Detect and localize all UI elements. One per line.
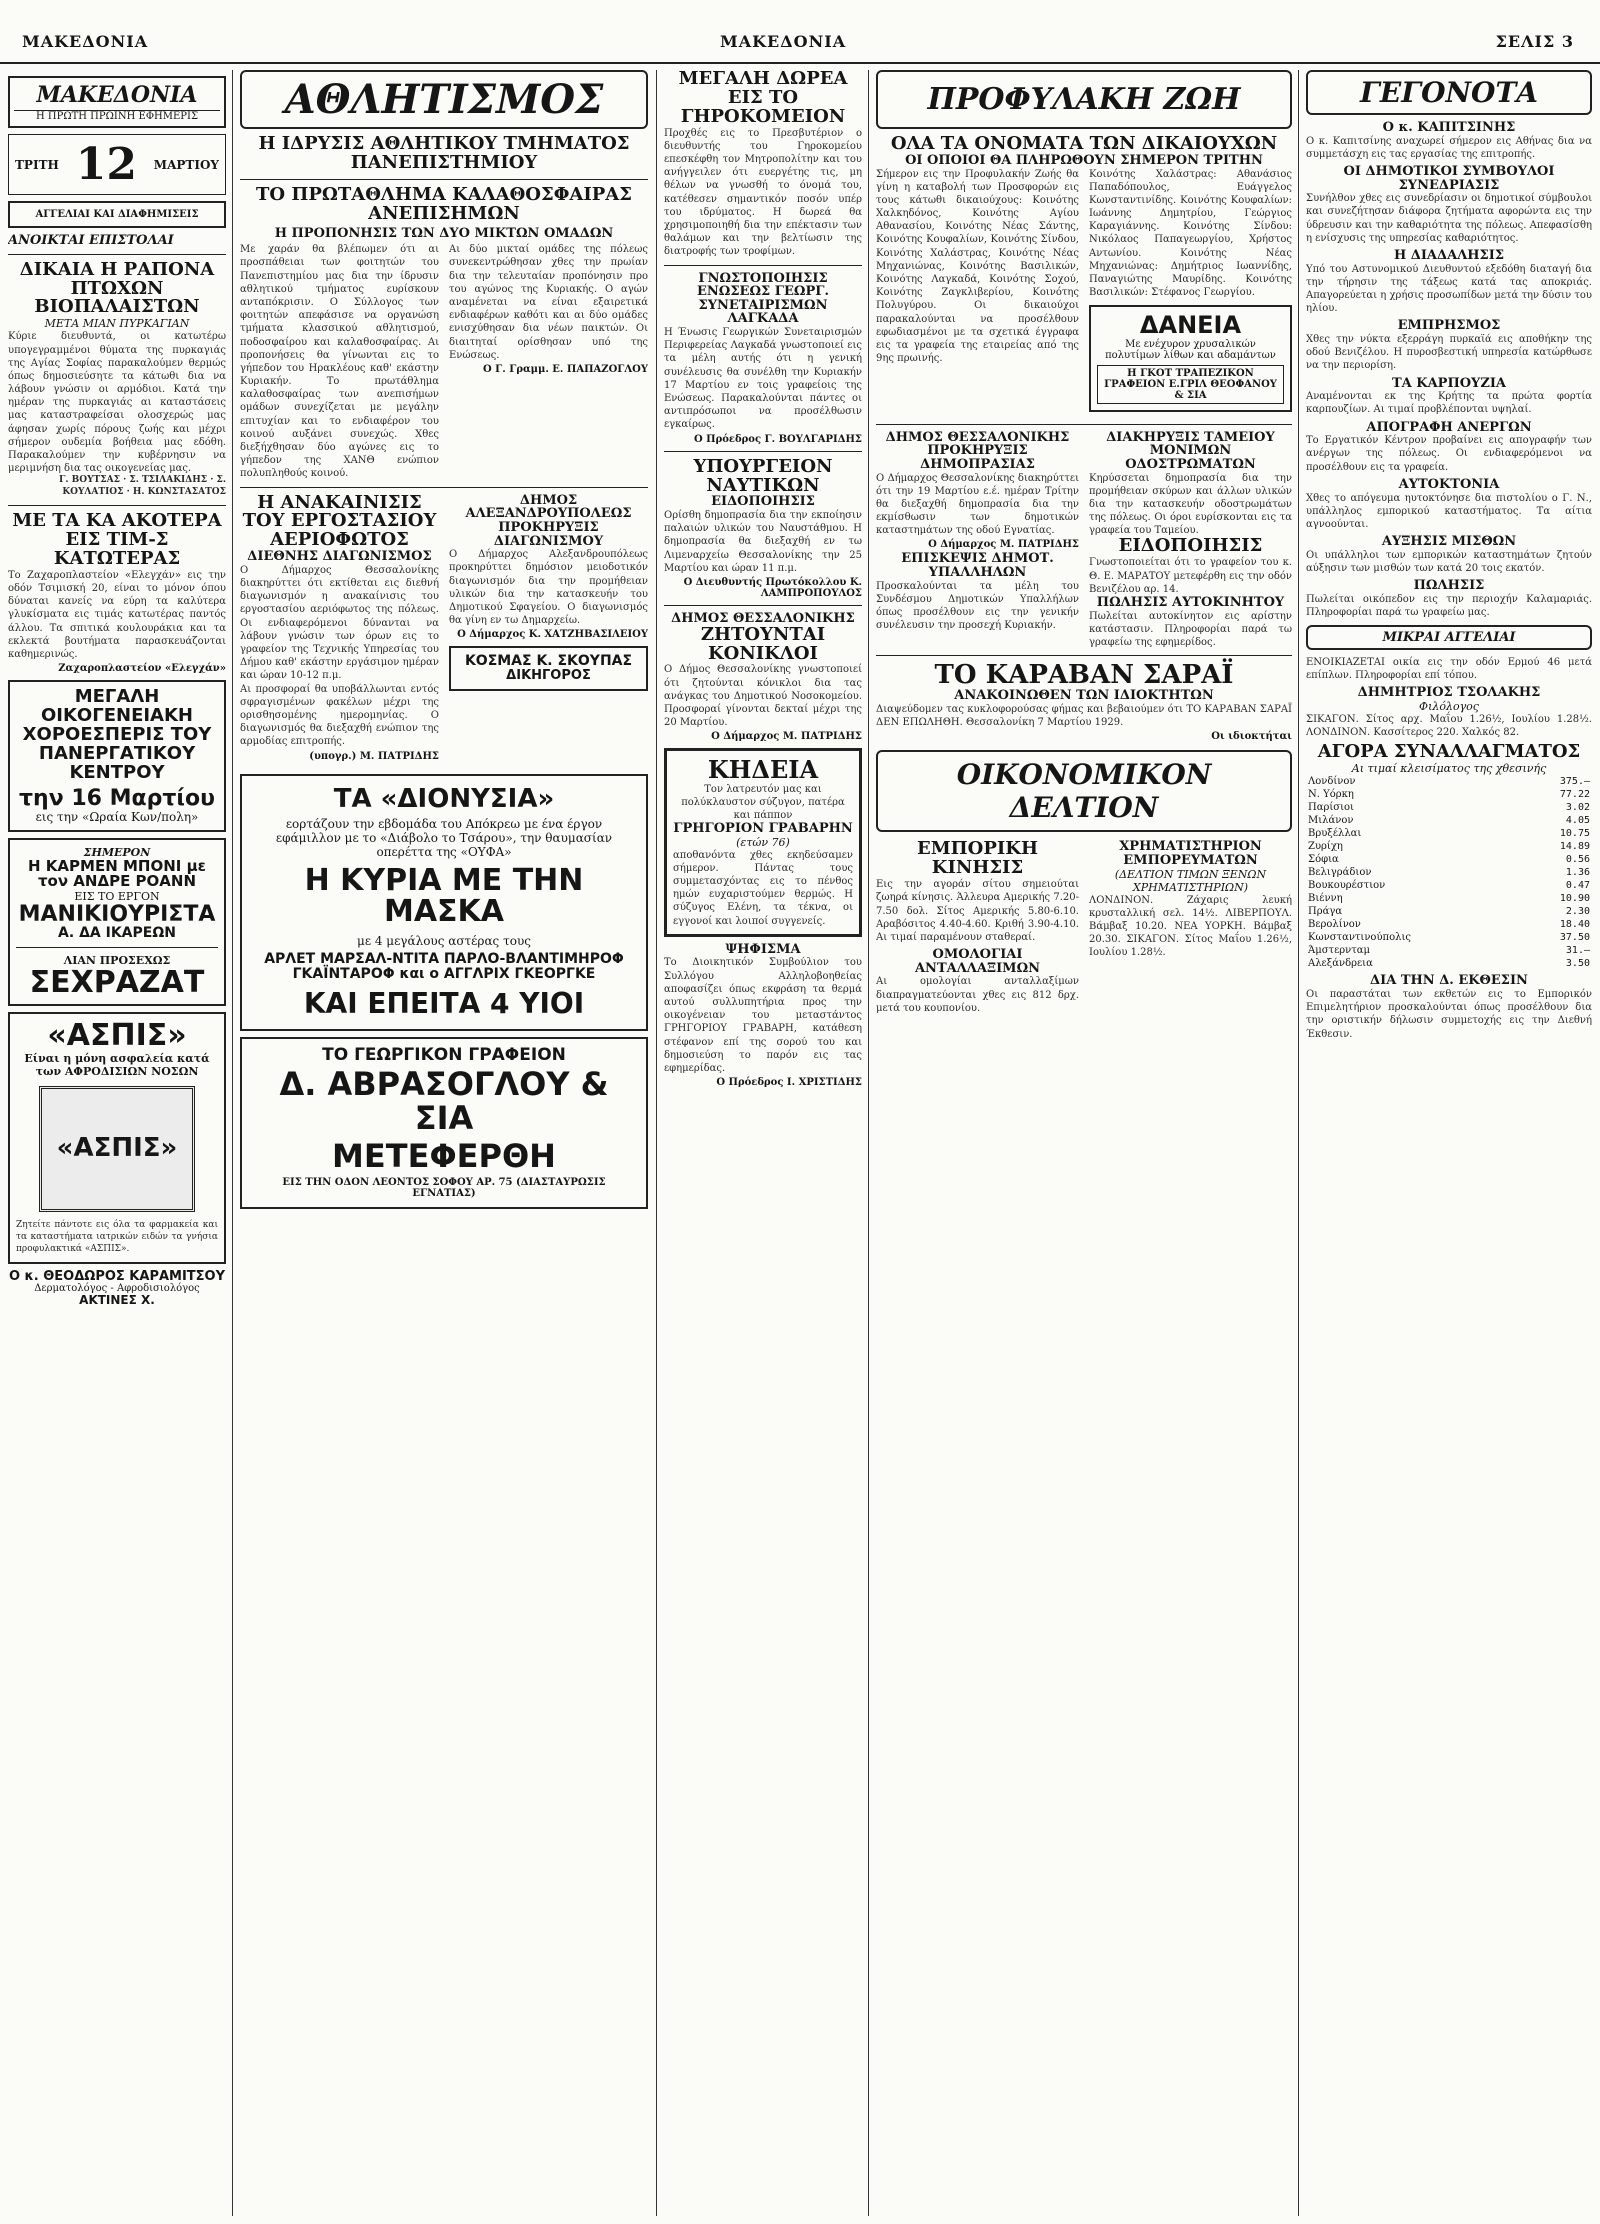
article-body: Αι ομολογίαι ανταλλαξίμων διαπραγματεύονται χθες εις 812 δρχ. μετά του κουπονίου. [876, 976, 1079, 1014]
article-subheadline: (ΔΕΛΤΙΟΝ ΤΙΜΩΝ ΞΕΝΩΝ ΧΡΗΜΑΤΙΣΤΗΡΙΩΝ) [1114, 867, 1267, 894]
issue-month: ΜΑΡΤΙΟΥ [153, 157, 219, 172]
column-rule [868, 70, 869, 2216]
fx-row [1306, 957, 1592, 970]
article-headline: ΧΡΗΜΑΤΙΣΤΗΡΙΟΝ ΕΜΠΟΡΕΥΜΑΤΩΝ [1119, 839, 1262, 869]
ad-headline: ΜΕΓΑΛΗ ΟΙΚΟΓΕΝΕΙΑΚΗ ΧΟΡΟΕΣΠΕΡΙΣ ΤΟΥ ΠΑΝΕΡΓΑΤΙΚΟΥ ΚΕΝΤΡΟΥ [22, 686, 212, 783]
funeral-notice [664, 748, 862, 937]
dance-advertisement [8, 680, 226, 832]
fx-rate: 2.30 [1565, 906, 1590, 918]
doctor-name: Ο κ. ΘΕΟΔΩΡΟΣ ΚΑΡΑΜΙΤΣΟΥ [8, 1268, 226, 1284]
fx-currency: Βρυξέλλαι [1308, 828, 1362, 840]
theatre-intro: εορτάζουν την εβδομάδα του Απόκρεω με ένα έργον εφάμιλλον με το «Διάβολο το Τσάρου», την θαυμασίαν οπερέττα της «ΟΥΦΑ» [275, 816, 613, 859]
fx-rate: 3.50 [1565, 958, 1590, 970]
article-subheadline: ΠΡΟΚΗΡΥΞΙΣ ΔΗΜΟΠΡΑΣΙΑΣ [920, 443, 1035, 472]
office-name: Δ. ΑΒΡΑΣΟΓΛΟΥ & ΣΙΑ [279, 1065, 609, 1138]
article-body: Πωλείται αυτοκίνητον εις αρίστην κατάστασιν. Πληροφορίαι παρά τω γραφείω της εφημερίδος. [1089, 610, 1292, 648]
office-address: ΕΙΣ ΤΗΝ ΟΔΟΝ ΛΕΟΝΤΟΣ ΣΟΦΟΥ ΑΡ. 75 (ΔΙΑΣΤΑΥΡΩΣΙΣ ΕΓΝΑΤΙΑΣ) [282, 1177, 606, 1200]
lawyer-name: ΚΟΣΜΑΣ Κ. ΣΚΟΥΠΑΣ [464, 653, 633, 670]
fx-row [1306, 892, 1592, 905]
fx-currency: Αλεξάνδρεια [1308, 958, 1373, 970]
article-body: Κοινότης Χαλάστρας: Αθανάσιος Παπαδόπουλος, Ευάγγελος Κωνσταντινίδης. Κοινότης Κουφαλίων: Ιωάννης Δημητρίου, Γεώργιος Καραγιάννης. Κοινότης Σίνδου: Νικόλαος Παπαγεωργίου, Χρήστος Αντωνίου. Κοινότης Νέας Μηχανιώνας: Δημήτριος Ιωαννίδης, Παναγιώτης Μαυρίδης. Κοινότης Βασιλικών: Στέφανος Γεωργίου. [1089, 168, 1292, 299]
article-headline: ΓΝΩΣΤΟΠΟΙΗΣΙΣ ΕΝΩΣΕΩΣ ΓΕΩΡΓ. ΣΥΝΕΤΑΙΡΙΣΜΩΝ ΛΑΓΚΑΔΑ [697, 270, 829, 327]
fx-rate: 0.47 [1565, 880, 1590, 892]
news-item-body: Χθες το απόγευμα ηυτοκτόνησε δια πιστολίου ο Γ. Ν., υπάλληλος εμπορικού καταστήματος. Τα αίτια αγνοούνται. [1306, 492, 1592, 530]
divider [664, 265, 862, 266]
article-body: Διαψεύδομεν τας κυκλοφορούσας φήμας και βεβαιούμεν ότι ΤΟ ΚΑΡΑΒΑΝ ΣΑΡΑΪ ΔΕΝ ΕΠΩΛΗΘΗ. Θεσσαλονίκη 7 Μαρτίου 1929. [876, 704, 1292, 729]
fx-rate: 3.02 [1565, 802, 1590, 814]
column-1 [8, 70, 226, 2216]
classified-ad: ΕΝΟΙΚΙΑΖΕΤΑΙ οικία εις την οδόν Ερμού 46 μετά επίπλων. Πληροφορίαι επί τόπου. [1306, 657, 1592, 682]
article-body: Ορίσθη δημοπρασία δια την εκποίησιν παλαιών υλικών του Ναυστάθμου. Η δημοπρασία θα διεξαχθή εν τω Λιμεναρχείω Θεσσαλονίκης την 25 Μαρτίου και ώραν 11 π.μ. [664, 510, 862, 574]
article-body: Προσκαλούνται τα μέλη του Συνδέσμου Δημοτικών Υπαλλήλων όπως προσέλθουν εις την γενικήν συνέλευσιν την προσεχή Κυριακήν. [876, 580, 1079, 632]
article-body: Ο Δήμαρχος Θεσσαλονίκης διακηρύττει ότι την 19 Μαρτίου ε.έ. ημέραν Τρίτην θα διεξαχθή δημοπρασία δια την εκμίσθωσιν των δημοτικών καταστημάτων της οδού Εγνατίας. [876, 472, 1079, 537]
fx-rate: 10.90 [1559, 893, 1590, 905]
fx-row [1306, 775, 1592, 788]
fx-row [1306, 866, 1592, 879]
fx-rate: 10.75 [1559, 828, 1590, 840]
article-body: Ο Δήμαρχος Αλεξανδρουπόλεως προκηρύττει δημόσιον μειοδοτικόν διαγωνισμόν δια την προμήθειαν υλικών δια την κατασκευήν του Δημοτικού Σφαγείου. Ο διαγωνισμός θα γίνη εν τω Δημαρχείω. [449, 549, 648, 627]
article-headline: ΔΗΜΟΣ ΘΕΣΣΑΛΟΝΙΚΗΣ [671, 610, 855, 626]
professional-title: Φιλόλογος [1419, 700, 1479, 714]
article-columns [876, 840, 1292, 1015]
article-signature: Ο Δήμαρχος Μ. ΠΑΤΡΙΔΗΣ [711, 731, 862, 743]
insurance-section-banner: ΠΡΟΦΥΛΑΚΗ ΖΩΗ [876, 70, 1292, 129]
page-header [0, 0, 1600, 64]
ad-date: την 16 Μαρτίου [19, 785, 215, 811]
fx-currency: Πράγα [1308, 906, 1343, 918]
show-cast-intro: με 4 μεγάλους αστέρας τους [357, 933, 531, 948]
page-number: ΣΕΛΙΣ 3 [1495, 32, 1574, 51]
market-report: ΣΙΚΑΓΟΝ. Σίτος αρχ. Μαΐου 1.26½, Ιουλίου 1.28½. ΛΟΝΔΙΝΟΝ. Κασσίτερος 220. Χαλκός 82. [1306, 714, 1592, 739]
article-columns [240, 243, 648, 480]
brand-name: «ΑΣΠΙΣ» [47, 1018, 187, 1054]
article-columns [876, 431, 1292, 650]
article-body: Το Ζαχαροπλαστείον «Ελεγχάν» εις την οδόν Τσιμισκή 20, είναι το μόνον όπου δύναται κανείς να εύρη τα καλύτερα γλυκίσματα εις τιμάς κατωτέρας παντός άλλου. Τα σπιτικά κουλουράκια και τα εκλεκτά βουτήματα παρασκευάζονται καθημερινώς. [8, 569, 226, 660]
newspaper-subtitle: Η ΠΡΩΤΗ ΠΡΩΙΝΗ ΕΦΗΜΕΡΙΣ [14, 110, 220, 122]
deceased-age: (ετών 76) [736, 835, 790, 849]
issue-date [8, 134, 226, 195]
news-item-title: ΠΩΛΗΣΙΣ [1413, 578, 1485, 594]
article-signatures: Γ. ΒΟΥΤΣΑΣ · Σ. ΤΣΙΛΑΚΙΔΗΣ · Σ. ΚΟΥΛΑΤΙΟΣ · Η. ΚΩΝΣΤΑΣΑΤΟΣ [59, 475, 226, 498]
fx-row [1306, 944, 1592, 957]
article-body: Εις την αγοράν σίτου σημειούται ζωηρά κίνησις. Άλλευρα Αμερικής 7.20-7.50 δολ. Σίτος Αμερικής 5.80-6.10. Αραβόσιτος 4.40-4.60. Κριθή 3.90-4.10. Αι τιμαί παραμένουν σταθεραί. [876, 879, 1079, 943]
article-headline: ΟΛΑ ΤΑ ΟΝΟΜΑΤΑ ΤΩΝ ΔΙΚΑΙΟΥΧΩΝ [890, 133, 1278, 154]
fx-currency: Άμστερνταμ [1308, 945, 1371, 957]
doctor-service: ΑΚΤΙΝΕΣ Χ. [79, 1293, 155, 1308]
ad-body: Ζητείτε πάντοτε εις όλα τα φαρμακεία και τα καταστήματα ιατρικών ειδών τα γνήσια προφυλακτικά «ΑΣΠΙΣ». [16, 1219, 218, 1254]
article-signature: Ο Πρόεδρος Γ. ΒΟΥΛΓΑΡΙΔΗΣ [693, 433, 862, 445]
film-intro: ΕΙΣ ΤΟ ΕΡΓΟΝ [74, 890, 160, 904]
article-headline: ΜΕΓΑΛΗ ΔΩΡΕΑ ΕΙΣ ΤΟ ΓΗΡΟΚΟΜΕΙΟΝ [678, 70, 848, 127]
news-item-title: ΟΙ ΔΗΜΟΤΙΚΟΙ ΣΥΜΒΟΥΛΟΙ ΣΥΝΕΔΡΙΑΣΙΣ [1343, 164, 1555, 193]
article-headline: ΕΜΠΟΡΙΚΗ ΚΙΝΗΣΙΣ [917, 838, 1038, 879]
news-item-body: Οι υπάλληλοι των εμπορικών καταστημάτων ζητούν αύξησιν των μισθών των κατά 20 τοις εκατόν. [1306, 549, 1592, 574]
column-4 [876, 70, 1292, 2216]
fx-currency: Βελιγράδιον [1308, 867, 1372, 879]
newspaper-nameplate [8, 76, 226, 128]
film-cinema: Α. ΔΑ ΙΚΑΡΕΩΝ [58, 925, 176, 942]
article-signature: Ο Διευθυντής Πρωτόκολλου Κ. ΛΑΜΠΡΟΠΟΥΛΟΣ [683, 576, 862, 599]
fx-currency: Κωνσταντινούπολις [1308, 932, 1411, 944]
column-rule [1298, 70, 1299, 2216]
news-item-title: Ο κ. ΚΑΠΙΤΣΙΝΗΣ [1382, 120, 1516, 135]
article-body: Σήμερον εις την Προφυλακήν Ζωής θα γίνη η καταβολή των Προσφορών εις τους κάτωθι δικαιούχους: Κοινότης Χαλκηδόνος, Κοινότης Αγίου Αθανασίου, Κοινότης Νέας Σάντης, Κοινότης Κουφαλίων, Κοινότης Σίνδου, Κοινότης Χαλάστρας, Κοινότης Νέας Μηχανιώνας, Κοινότης Βασιλικών, Κοινότης Λαγκαδά, Κοινότης Σοχού, Κοινότης Ζαγκλιβερίου, Κοινότης Πολυγύρου. Οι δικαιούχοι παρακαλούνται να προσέλθουν εφωδιασμένοι με τα σχετικά έγγραφα εις τα γραφεία της εταιρείας από της 9ης πρωινής. [876, 168, 1079, 365]
article-signature: Ο Γ. Γραμμ. Ε. ΠΑΠΑΖΟΓΛΟΥ [482, 363, 648, 375]
fx-row [1306, 931, 1592, 944]
article-subheadline: ΑΝΑΚΟΙΝΩΘΕΝ ΤΩΝ ΙΔΙΟΚΤΗΤΩΝ [954, 688, 1214, 704]
lawyer-card [449, 646, 648, 690]
economic-section-banner: ΟΙΚΟΝΟΜΙΚΟΝ ΔΕΛΤΙΟΝ [876, 750, 1292, 832]
loans-title: ΔΑΝΕΙΑ [1139, 311, 1242, 340]
fx-currency: Παρίσιοι [1308, 802, 1354, 814]
article-signature: Ο Δήμαρχος Κ. ΧΑΤΖΗΒΑΣΙΛΕΙΟΥ [457, 629, 648, 641]
brand-tagline: Είναι η μόνη ασφαλεία κατά των ΑΦΡΟΔΙΣΙΩΝ ΝΟΣΩΝ [24, 1051, 210, 1078]
article-headline: ΔΗΜΟΣ ΘΕΣΣΑΛΟΝΙΚΗΣ [885, 429, 1070, 445]
office-advertisement [240, 1037, 648, 1210]
article-subheadline: ΜΕΤΑ ΜΙΑΝ ΠΥΡΚΑΓΙΑΝ [44, 317, 190, 331]
divider [876, 655, 1292, 656]
article-headline: ΔΙΚΑΙΑ Η ΡΑΠΟΝΑ ΠΤΩΧΩΝ ΒΙΟΠΑΛΑΙΣΤΩΝ [19, 258, 215, 318]
divider [664, 605, 862, 606]
article-subheadline: ΟΙ ΟΠΟΙΟΙ ΘΑ ΠΛΗΡΩΘΟΥΝ ΣΗΜΕΡΟΝ ΤΡΙΤΗΝ [905, 152, 1263, 168]
film-cast: Η ΚΑΡΜΕΝ ΜΠΟΝΙ με τον ΑΝΔΡΕ ΡΟΑΝΝ [28, 856, 206, 891]
office-moved: ΜΕΤΕΦΕΡΘΗ [332, 1136, 556, 1175]
article-subheadline: ΖΗΤΟΥΝΤΑΙ ΚΟΝΙΚΛΟΙ [700, 623, 826, 664]
professional-name: ΔΗΜΗΤΡΙΟΣ ΤΣΟΛΑΚΗΣ [1357, 685, 1541, 701]
aspis-advertisement [8, 1012, 226, 1263]
lawyer-title: ΔΙΚΗΓΟΡΟΣ [506, 667, 591, 683]
article-signature: Ο Δήμαρχος Μ. ΠΑΤΡΙΔΗΣ [928, 539, 1079, 551]
divider [876, 424, 1292, 425]
fx-row [1306, 853, 1592, 866]
news-item-title: ΑΠΟΓΡΑΦΗ ΑΝΕΡΓΩΝ [1366, 419, 1532, 435]
article-headline: Η ΙΔΡΥΣΙΣ ΑΘΛΗΤΙΚΟΥ ΤΜΗΜΑΤΟΣ ΠΑΝΕΠΙΣΤΗΜΙΟΥ [258, 133, 630, 173]
cinema-advertisement [8, 838, 226, 1007]
funeral-intro: Τον λατρευτόν μας και πολύκλαυστον σύζυγον, πατέρα και πάππον [681, 783, 845, 821]
article-body: Κηρύσσεται δημοπρασία δια την προμήθειαν σκύρων και άλλων υλικών δια την κατασκευήν οδοστρωμάτων της πόλεως. Οι όροι ευρίσκονται εις τα γραφεία του Ταμείου. [1089, 472, 1292, 537]
newspaper-title: ΜΑΚΕΔΟΝΙΑ [36, 82, 198, 108]
article-columns [876, 168, 1292, 418]
fx-currency: Βερολίνον [1308, 919, 1361, 931]
divider [240, 179, 648, 180]
fx-row [1306, 801, 1592, 814]
news-item-body: Ο κ. Καπιτσίνης αναχωρεί σήμερον εις Αθήνας δια να συμμετάσχη εις τας εργασίας της επιτροπής. [1306, 135, 1592, 160]
fx-row [1306, 814, 1592, 827]
deceased-name: ΓΡΗΓΟΡΙΟΝ ΓΡΑΒΑΡΗΝ [673, 821, 853, 837]
fx-row [1306, 840, 1592, 853]
column-5 [1306, 70, 1592, 2216]
fx-row [1306, 827, 1592, 840]
fx-heading: ΑΓΟΡΑ ΣΥΝΑΛΛΑΓΜΑΤΟΣ [1317, 741, 1581, 763]
article-signature: (υπογρ.) Μ. ΠΑΤΡΙΔΗΣ [309, 750, 439, 762]
fx-row [1306, 788, 1592, 801]
fx-currency: Μιλάνον [1308, 815, 1354, 827]
show-followup: ΚΑΙ ΕΠΕΙΤΑ 4 ΥΙΟΙ [303, 987, 585, 1021]
fx-note: Αι τιμαί κλεισίματος της χθεσινής [1351, 762, 1547, 776]
doctor-specialty: Δερματολόγος - Αφροδισιολόγος [34, 1283, 200, 1295]
article-headline: ΠΩΛΗΣΙΣ ΑΥΤΟΚΙΝΗΤΟΥ [1096, 594, 1285, 610]
article-signature: Ζαχαροπλαστείον «Ελεγχάν» [58, 663, 226, 675]
issue-day: ΤΡΙΤΗ [15, 157, 59, 172]
article-body: Η Ένωσις Γεωργικών Συνεταιρισμών Περιφερείας Λαγκαδά γνωστοποιεί εις τα μέλη αυτής ότι η γενική συνέλευσις θα συνέλθη την Κυριακήν 17 Μαρτίου εν τοις γραφείοις της Ενώσεως. Παρακαλούνται πάντες οι αντιπρόσωποι να προσέλθωσιν εγκαίρως. [664, 327, 862, 431]
product-box-image [39, 1086, 195, 1212]
news-item-title: ΑΥΤΟΚΤΟΝΙΑ [1398, 476, 1500, 492]
loans-advertisement [1089, 305, 1292, 411]
article-signature: Ο Πρόεδρος Ι. ΧΡΙΣΤΙΔΗΣ [716, 1077, 862, 1089]
issue-date-number: 12 [75, 139, 137, 190]
divider [664, 451, 862, 452]
news-item-title: ΕΜΠΡΗΣΜΟΣ [1397, 318, 1501, 334]
news-item-title: Η ΔΙΑΔΑΛΗΣΙΣ [1393, 248, 1505, 264]
coming-title: ΣΕΧΡΑΖΑΤ [29, 964, 205, 1000]
article-columns [240, 491, 648, 764]
column-3 [664, 70, 862, 2216]
bank-name: Η ΓΚΟΤ ΤΡΑΠΕΖΙΚΟΝ ΓΡΑΦΕΙΟΝ Ε.ΓΡΙΛ ΘΕΟΦΑΝΟΥ & ΣΙΑ [1097, 365, 1284, 404]
fx-table [1306, 775, 1592, 970]
header-title: ΜΑΚΕΔΟΝΙΑ [720, 32, 847, 51]
article-subheadline: Η ΠΡΟΠΟΝΗΣΙΣ ΤΩΝ ΔΥΟ ΜΙΚΤΩΝ ΟΜΑΔΩΝ [274, 225, 614, 241]
article-headline: ΤΟ ΚΑΡΑΒΑΝ ΣΑΡΑΪ [934, 660, 1234, 691]
article-body: Ο Δήμαρχος Θεσσαλονίκης διακηρύττει ότι εκτίθεται εις διεθνή διαγωνισμόν η ανακαίνισις του εργοστασίου αεριόφωτος της πόλεως. Οι ενδιαφερόμενοι δύνανται να λάβουν γνώσιν των όρων εις το γραφείον της Τεχνικής Υπηρεσίας του Δήμου καθ' εκάστην εργάσιμον ημέραν και ώραν 10-12 π.μ. [240, 564, 439, 682]
fx-rate: 18.40 [1559, 919, 1590, 931]
show-cast: ΑΡΛΕΤ ΜΑΡΣΑΛ-ΝΤΙΤΑ ΠΑΡΛΟ-ΒΛΑΝΤΙΜΗΡΟΦ ΓΚΑΪΝΤΑΡΟΦ και ο ΑΓΓΛΡΙΧ ΓΚΕΟΡΓΚΕ [264, 950, 624, 982]
article-headline: ΔΙΑ ΤΗΝ Δ. ΕΚΘΕΣΙΝ [1370, 973, 1528, 989]
article-body: Οι παραστάται των εκθετών εις το Εμπορικόν Επιμελητήριον προσκαλούνται όπως προσέλθουν δια την οριστικήν δήλωσιν συμμετοχής εις την Διεθνή Έκθεσιν. [1306, 989, 1592, 1040]
news-item-body: Πωλείται οικόπεδον εις την περιοχήν Καλαμαριάς. Πληροφορίαι παρά τω γραφείω μας. [1306, 593, 1592, 618]
product-label: «ΑΣΠΙΣ» [56, 1133, 178, 1164]
news-item-body: Συνήλθον χθες εις συνεδρίασιν οι δημοτικοί σύμβουλοι και συνεζήτησαν διάφορα ζητήματα αφορώντα εις την ύδρευσιν και την καθαριότητα της πόλεως. Απεφασίσθη η ενίσχυσις της υπηρεσίας καθαριότητος. [1306, 193, 1592, 244]
news-item-body: Αναμένονται εκ της Κρήτης τα πρώτα φορτία καρπουζίων. Αι τιμαί προβλέπονται υψηλαί. [1306, 391, 1592, 416]
article-headline: ΔΙΑΚΗΡΥΞΙΣ ΤΑΜΕΙΟΥ ΜΟΝΙΜΩΝ ΟΔΟΣΤΡΩΜΑΤΩΝ [1106, 429, 1275, 472]
article-headline: ΥΠΟΥΡΓΕΙΟΝ ΝΑΥΤΙΚΩΝ [693, 455, 833, 496]
fx-currency: Λονδίνον [1308, 776, 1356, 788]
fx-rate: 14.89 [1559, 841, 1590, 853]
article-signature: Οι ιδιοκτήται [1211, 731, 1292, 743]
divider [8, 254, 226, 255]
divider [240, 487, 648, 488]
column-rule [656, 70, 657, 2216]
news-item-body: Υπό του Αστυνομικού Διευθυντού εξεδόθη διαταγή δια την τήρησιν της τάξεως κατά τας αποκριάς. Απαγορεύεται η χρήσις προσωπίδων μετά την δύσιν του ηλίου. [1306, 263, 1592, 315]
fx-rate: 1.36 [1565, 867, 1590, 879]
office-intro: ΤΟ ΓΕΩΡΓΙΚΟΝ ΓΡΑΦΕΙΟΝ [322, 1044, 566, 1065]
article-headline: Η ΑΝΑΚΑΙΝΙΣΙΣ ΤΟΥ ΕΡΓΟΣΤΑΣΙΟΥ ΑΕΡΙΟΦΩΤΟΣ [242, 491, 437, 551]
theatre-advertisement [240, 774, 648, 1031]
fx-row [1306, 918, 1592, 931]
fx-rate: 375.— [1559, 776, 1590, 788]
fx-row [1306, 879, 1592, 892]
resolution-heading: ΨΗΦΙΣΜΑ [725, 941, 801, 957]
funeral-body: αποθανόντα χθες εκηδεύσαμεν σήμερον. Πάντας τους συμμετασχόντας εις το πένθος ημών ευχαριστούμεν θερμώς. Η σύζυγος Ελένη, τα τέκνα, οι εγγονοί και λοιποί συγγενείς. [673, 849, 853, 927]
fx-currency: Βιέννη [1308, 893, 1343, 905]
news-item-title: ΤΑ ΚΑΡΠΟΥΖΙΑ [1392, 375, 1506, 391]
article-body: Αι δύο μικταί ομάδες της πόλεως συνεκεντρώθησαν χθες την πρωίαν δια την τελευταίαν προπόνησιν προ του αγώνος της Κυριακής. Ο αγών αναμένεται να είναι εξαιρετικά ενδιαφέρων καθότι και αι δύο ομάδες ενισχύθησαν δια νέων παικτών. Οι διαιτηταί ορίσθησαν υπό της Ενώσεως. [449, 244, 648, 361]
film-title: ΜΑΝΙΚΙΟΥΡΙΣΤΑ [18, 902, 216, 928]
classifieds-banner: ΜΙΚΡΑΙ ΑΓΓΕΛΙΑΙ [1306, 625, 1592, 650]
fx-rate: 77.22 [1559, 789, 1590, 801]
show-title: Η ΚΥΡΙΑ ΜΕ ΤΗΝ ΜΑΣΚΑ [304, 862, 584, 930]
fx-rate: 0.56 [1565, 854, 1590, 866]
column-rule [232, 70, 233, 2216]
fx-currency: Βουκουρέστιον [1308, 880, 1386, 892]
ad-today: ΣΗΜΕΡΟΝ [83, 845, 151, 859]
article-headline: ΕΙΔΟΠΟΙΗΣΙΣ [1118, 535, 1263, 557]
ad-venue: εις την «Ωραία Κων/πολη» [35, 809, 199, 824]
article-headline: ΜΕ ΤΑ ΚΑ ΑΚΟΤΕΡΑ ΕΙΣ ΤΙΜ-Σ ΚΑΤΩΤΕΡΑΣ [12, 510, 222, 569]
article-body: Με χαράν θα βλέπωμεν ότι αι προσπάθειαι των φοιτητών του Πανεπιστημίου μας δια την ίδρυσιν αθλητικού τμήματος ευρίσκουν ανταπόκρισιν. Ο Σύλλογος των φοιτητών απεφάσισε να οργανώση τμήματα κλασσικού αθλητισμού, ποδοσφαίρου και καλαθοσφαίρας. Αι προπονήσεις θα γίνωνται εις το γήπεδον του Ηρακλέους καθ' εκάστην Κυριακήν. Το πρωτάθλημα καλαθοσφαίρας των ανεπισήμων ομάδων συνεχίζεται με μεγάλην επιτυχίαν και το ενδιαφέρον του κοινού αυξάνει συνεχώς. Χθες διεξήχθησαν δύο αγώνες εις το γήπεδον της ΧΑΝΘ ενώπιον πολυπληθούς κοινού. [240, 244, 439, 480]
theatre-name: ΤΑ «ΔΙΟΝΥΣΙΑ» [333, 783, 555, 814]
section-heading: ΑΝΟΙΚΤΑΙ ΕΠΙΣΤΟΛΑΙ [8, 233, 174, 248]
article-body: Κύριε διευθυντά, οι κατωτέρω υπογεγραμμένοι θύματα της πυρκαγιάς της Αγίας Σοφίας παρακαλούμεν θερμώς όπως δημοσιεύσητε τα κάτωθι δια να λάβουν γνώσιν οι αρμόδιοι. Κατά την ημέραν της πυρκαγιάς αι καταστάσεις μας καταστραφείσαι ολοσχερώς μας άφησαν χωρίς πόρους ζωής και μέχρι σήμερον ουδεμία βοήθεια μας εδόθη. Παρακαλούμεν την κυβέρνησιν να μεριμνήση δια τας οικογενείας μας. [8, 331, 226, 475]
fx-currency: Ζυρίχη [1308, 841, 1343, 853]
news-item-body: Χθες την νύκτα εξερράγη πυρκαϊά εις αποθήκην της οδού Βενιζέλου. Η πυροσβεστική υπηρεσία κατώρθωσε να την περιορίση. [1306, 334, 1592, 372]
article-headline: ΤΟ ΠΡΩΤΑΘΛΗΜΑ ΚΑΛΑΘΟΣΦΑΙΡΑΣ ΑΝΕΠΙΣΗΜΩΝ [256, 183, 632, 224]
fx-rate: 31.— [1565, 945, 1590, 957]
article-body: Γνωστοποιείται ότι το γραφείον του κ. Θ. Ε. ΜΑΡΑΤΟΥ μετεφέρθη εις την οδόν Βενιζέλου αρ. 14. [1089, 557, 1292, 595]
column-2 [240, 70, 648, 2216]
ads-notice: ΑΓΓΕΛΙΑΙ ΚΑΙ ΔΙΑΦΗΜΙΣΕΙΣ [8, 201, 226, 228]
article-body: Προχθές εις το Πρεσβυτέριον ο διευθυντής του Γηροκομείου επεσκέφθη τον Μητροπολίτην και του ανήγγειλεν ότι ευεργέτης τις, μη θέλων να γνωσθή το όνομά του, κατέθεσεν σημαντικόν ποσόν υπέρ του ιδρύματος. Η δωρεά θα χρησιμοποιηθή δια την επέκτασιν των θαλάμων και την βελτίωσιν της διατροφής των τροφίμων. [664, 127, 862, 258]
fx-rate: 4.05 [1565, 815, 1590, 827]
fx-rate: 37.50 [1559, 932, 1590, 944]
article-subheadline: ΔΙΕΘΝΗΣ ΔΙΑΓΩΝΙΣΜΟΣ [247, 549, 432, 565]
header-left: ΜΑΚΕΔΟΝΙΑ [22, 32, 149, 51]
divider [16, 947, 218, 948]
divider [8, 505, 226, 506]
fx-currency: Ν. Υόρκη [1308, 789, 1354, 801]
article-subheadline: ΕΙΔΟΠΟΙΗΣΙΣ [711, 494, 815, 510]
news-item-body: Το Εργατικόν Κέντρον προβαίνει εις απογραφήν των ανέργων της πόλεως. Οι ενδιαφερόμενοι να προσέλθουν εις τα γραφεία. [1306, 435, 1592, 473]
sports-section-banner: ΑΘΛΗΤΙΣΜΟΣ [240, 70, 648, 129]
article-body: Αι προσφοραί θα υποβάλλωνται εντός σφραγισμένων φακέλων μέχρι της ορισθησομένης ημερομηνίας. Ο διαγωνισμός θα διεξαχθή ενώπιον της αρμοδίας επιτροπής. [240, 683, 439, 748]
fx-currency: Σόφια [1308, 854, 1339, 866]
resolution-body: Το Διοικητικόν Συμβούλιον του Συλλόγου Αλληλοβοηθείας αποφασίζει όπως εκφράση τα θερμά αυτού συλλυπητήρια προς την οικογένειαν του μεταστάντος ΓΡΗΓΟΡΙΟΥ ΓΡΑΒΑΡΗ, κατάθεση στέφανον επί της σορού του και δημοσιεύση το παρόν εις τας εφημερίδας. [664, 957, 862, 1074]
funeral-heading: ΚΗΔΕΙΑ [707, 755, 819, 785]
article-headline: ΕΠΙΣΚΕΨΙΣ ΔΗΜΟΤ. ΥΠΑΛΛΗΛΩΝ [901, 551, 1054, 581]
news-item-title: ΑΥΞΗΣΙΣ ΜΙΣΘΩΝ [1381, 534, 1517, 550]
fx-row [1306, 905, 1592, 918]
article-body: Ο Δήμος Θεσσαλονίκης γνωστοποιεί ότι ζητούνται κόνικλοι δια τας ανάγκας του Δημοτικού Νοσοκομείου. Προσφοραί γίνονται δεκταί μέχρι της 20 Μαρτίου. [664, 664, 862, 729]
news-section-banner: ΓΕΓΟΝΟΤΑ [1306, 70, 1592, 115]
article-headline: ΟΜΟΛΟΓΙΑΙ ΑΝΤΑΛΛΑΞΙΜΩΝ [914, 947, 1041, 976]
coming-soon: ΛΙΑΝ ΠΡΟΣΕΧΩΣ [63, 953, 171, 967]
article-body: ΛΟΝΔΙΝΟΝ. Ζάχαρις λευκή κρυσταλλική σελ. 14½. ΛΙΒΕΡΠΟΥΛ. Βάμβαξ 10.20. ΝΕΑ ΥΟΡΚΗ. Βάμβαξ 20.30. ΣΙΚΑΓΟΝ. Σίτος Μαΐου 1.26½, Ιουλίου 1.28½. [1089, 894, 1292, 959]
article-headline: ΔΗΜΟΣ ΑΛΕΞΑΝΔΡΟΥΠΟΛΕΩΣ ΠΡΟΚΗΡΥΞΙΣ ΔΙΑΓΩΝΙΣΜΟΥ [465, 492, 632, 549]
loans-body: Με ενέχυρον χρυσαλικών πολυτίμων λίθων και αδαμάντων [1105, 338, 1276, 361]
